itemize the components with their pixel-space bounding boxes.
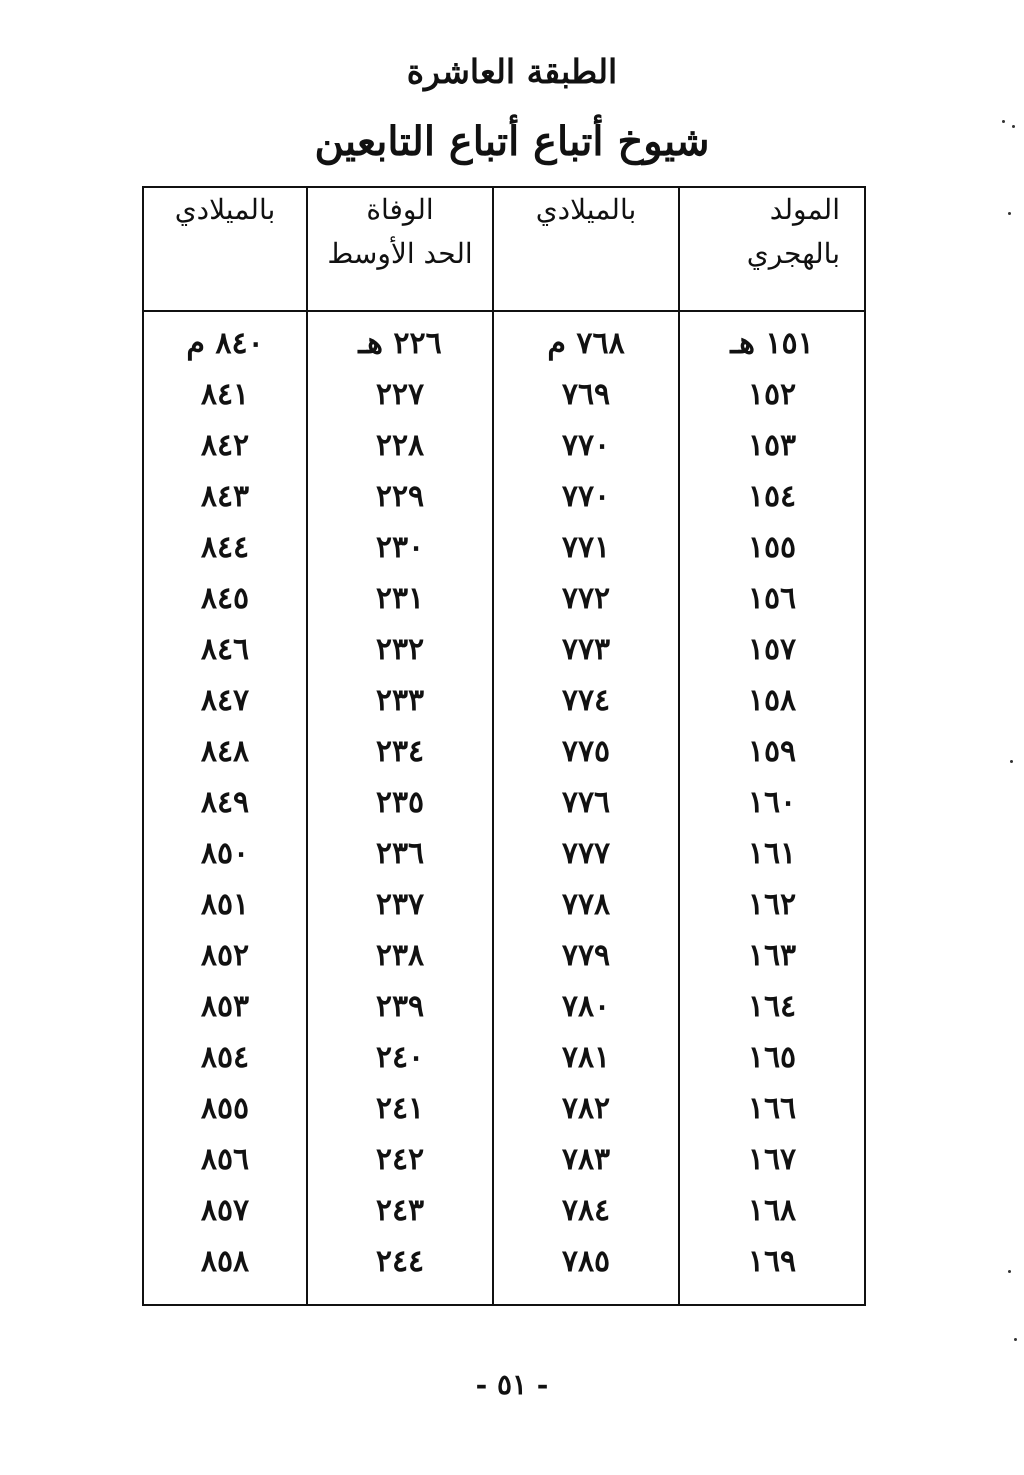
table-row: [143, 930, 865, 981]
table-cell: ٨٤٨: [143, 726, 307, 777]
column-header-line: بالميلادي: [535, 193, 637, 226]
scan-speck: [1008, 1270, 1011, 1273]
table-cell: ١٦٠: [679, 777, 865, 828]
column-header: [679, 187, 865, 311]
table-cell: ٧٦٨ م: [493, 311, 679, 369]
column-header: [307, 187, 493, 311]
table-cell: ٢٢٨: [307, 420, 493, 471]
header-row: [143, 187, 865, 311]
table-cell: ٢٢٧: [307, 369, 493, 420]
table-cell: ١٥٧: [679, 624, 865, 675]
table-cell: ٨٥١: [143, 879, 307, 930]
table-cell: ٢٤٤: [307, 1236, 493, 1287]
table-cell: ٨٤٠ م: [143, 311, 307, 369]
table-cell: ٧٧٥: [493, 726, 679, 777]
scan-speck: [1002, 120, 1005, 123]
column-header-line: المولد: [769, 193, 840, 226]
table-cell: ٢٣٠: [307, 522, 493, 573]
table-cell: ٢٣٥: [307, 777, 493, 828]
table-cell: ١٦٩: [679, 1236, 865, 1287]
table-cell: ٨٥٧: [143, 1185, 307, 1236]
table-cell: ٨٥٠: [143, 828, 307, 879]
table-spacer-cell: [679, 1287, 865, 1305]
table-body: [143, 311, 865, 1305]
table-cell: ٢٢٦ هـ: [307, 311, 493, 369]
dates-table: [142, 186, 866, 1306]
table-cell: ١٥٣: [679, 420, 865, 471]
table-cell: ١٦٥: [679, 1032, 865, 1083]
table-cell: ٨٥٦: [143, 1134, 307, 1185]
table-cell: ٢٣٦: [307, 828, 493, 879]
table-row: [143, 1236, 865, 1287]
table-row: [143, 777, 865, 828]
table-cell: ١٦٣: [679, 930, 865, 981]
table-cell: ١٥٩: [679, 726, 865, 777]
table-row: [143, 1134, 865, 1185]
table-cell: ١٥٦: [679, 573, 865, 624]
table-row: [143, 1032, 865, 1083]
table-spacer-cell: [143, 1287, 307, 1305]
table-row: [143, 311, 865, 369]
table-row: [143, 828, 865, 879]
table-row: [143, 420, 865, 471]
table-row: [143, 726, 865, 777]
table-row: [143, 1083, 865, 1134]
table-cell: ١٥٤: [679, 471, 865, 522]
page-title: الطبقة العاشرة: [406, 52, 618, 91]
table-cell: ٢٣٨: [307, 930, 493, 981]
table-header: [143, 187, 865, 311]
table-cell: ٧٧٦: [493, 777, 679, 828]
table-cell: ١٥٢: [679, 369, 865, 420]
column-header-line: الوفاة: [366, 193, 434, 226]
scan-speck: [1012, 125, 1015, 128]
table-spacer-cell: [307, 1287, 493, 1305]
table-cell: ٧٧١: [493, 522, 679, 573]
table-cell: ٧٨٢: [493, 1083, 679, 1134]
table-cell: ٢٢٩: [307, 471, 493, 522]
scan-speck: [1008, 212, 1011, 215]
table-cell: ٢٤١: [307, 1083, 493, 1134]
column-header: [493, 187, 679, 311]
page-subtitle: شيوخ أتباع أتباع التابعين: [314, 118, 710, 165]
table-cell: ٧٧٣: [493, 624, 679, 675]
table-cell: ١٥٥: [679, 522, 865, 573]
table-cell: ٨٤٩: [143, 777, 307, 828]
table-cell: ٨٤٣: [143, 471, 307, 522]
table-cell: ٧٧٠: [493, 471, 679, 522]
table-cell: ٧٧٨: [493, 879, 679, 930]
table-cell: ٨٥٥: [143, 1083, 307, 1134]
table-cell: ١٦٨: [679, 1185, 865, 1236]
column-header: [143, 187, 307, 311]
table-row: [143, 879, 865, 930]
table-row: [143, 573, 865, 624]
table-cell: ١٦٦: [679, 1083, 865, 1134]
table-cell: ٢٤٠: [307, 1032, 493, 1083]
table-cell: ١٦١: [679, 828, 865, 879]
table-cell: ١٦٧: [679, 1134, 865, 1185]
table-cell: ٨٤٧: [143, 675, 307, 726]
table-cell: ٨٤٦: [143, 624, 307, 675]
table-cell: ٢٣٤: [307, 726, 493, 777]
table-cell: ٧٨٤: [493, 1185, 679, 1236]
table-cell: ٨٥٨: [143, 1236, 307, 1287]
table-cell: ٢٤٢: [307, 1134, 493, 1185]
table-cell: ٧٨٥: [493, 1236, 679, 1287]
table-cell: ٧٧٠: [493, 420, 679, 471]
table-cell: ٧٧٧: [493, 828, 679, 879]
table-cell: ٨٤٤: [143, 522, 307, 573]
column-header-line: بالهجري: [746, 237, 840, 270]
table-cell: ٧٧٢: [493, 573, 679, 624]
table-cell: ٢٣٩: [307, 981, 493, 1032]
table-cell: ١٦٢: [679, 879, 865, 930]
table-spacer-cell: [493, 1287, 679, 1305]
table-cell: ٨٤١: [143, 369, 307, 420]
table-cell: ٧٦٩: [493, 369, 679, 420]
table-cell: ٢٣٢: [307, 624, 493, 675]
table-cell: ٧٧٩: [493, 930, 679, 981]
table-row: [143, 369, 865, 420]
table-cell: ١٦٤: [679, 981, 865, 1032]
table-cell: ٢٣٣: [307, 675, 493, 726]
table-cell: ٧٨٠: [493, 981, 679, 1032]
table-cell: ١٥٨: [679, 675, 865, 726]
table-cell: ٧٨١: [493, 1032, 679, 1083]
table-row: [143, 675, 865, 726]
table-cell: ٨٥٤: [143, 1032, 307, 1083]
table-row: [143, 624, 865, 675]
table-cell: ٨٥٣: [143, 981, 307, 1032]
table-cell: ٢٣١: [307, 573, 493, 624]
page-number: - ٥١ -: [475, 1368, 549, 1401]
table-spacer-row: [143, 1287, 865, 1305]
table-cell: ٢٤٣: [307, 1185, 493, 1236]
column-header-line: بالميلادي: [174, 193, 276, 226]
table-row: [143, 471, 865, 522]
table-cell: ٨٤٢: [143, 420, 307, 471]
table-row: [143, 981, 865, 1032]
column-header-line: الحد الأوسط: [327, 237, 473, 270]
table-row: [143, 1185, 865, 1236]
scan-speck: [1010, 760, 1013, 763]
table-row: [143, 522, 865, 573]
scan-speck: [1014, 1338, 1017, 1341]
table-cell: ١٥١ هـ: [679, 311, 865, 369]
table-cell: ٨٤٥: [143, 573, 307, 624]
table-cell: ٨٥٢: [143, 930, 307, 981]
table-cell: ٧٧٤: [493, 675, 679, 726]
table-cell: ٢٣٧: [307, 879, 493, 930]
table-cell: ٧٨٣: [493, 1134, 679, 1185]
